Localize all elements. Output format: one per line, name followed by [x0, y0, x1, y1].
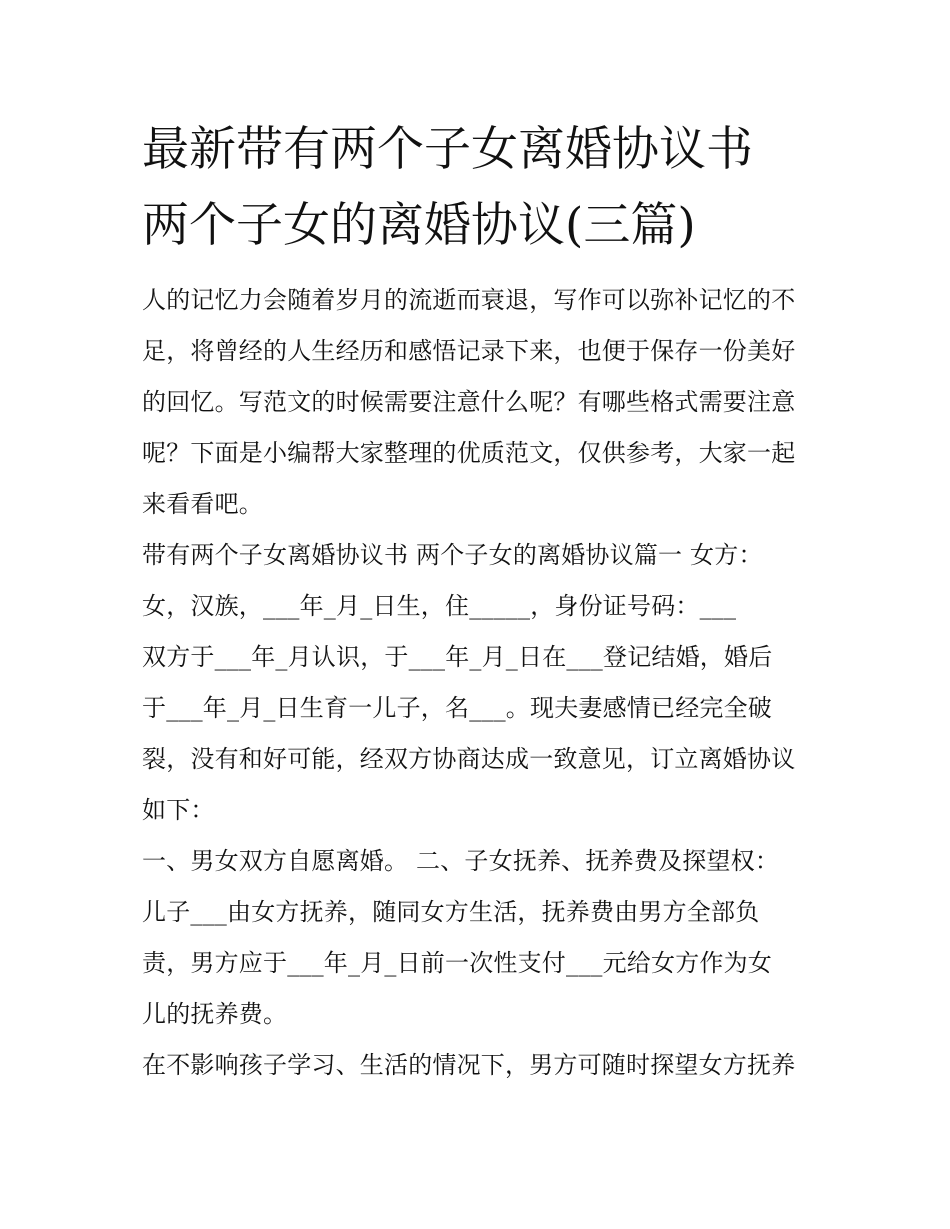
body-line: 在不影响孩子学习、生活的情况下，男方可随时探望女方抚养 — [142, 1051, 796, 1079]
body-line: 责，男方应于___年_月_日前一次性支付___元给女方作为女 — [142, 949, 772, 977]
body-line: 的回忆。写范文的时候需要注意什么呢？有哪些格式需要注意 — [142, 388, 796, 416]
body-line: 裂，没有和好可能，经双方协商达成一致意见，订立离婚协议 — [142, 745, 796, 773]
body-line: 于___年_月_日生育一儿子，名___。现夫妻感情已经完全破 — [142, 694, 772, 722]
body-line: 如下： — [142, 796, 215, 824]
body-line: 人的记忆力会随着岁月的流逝而衰退，写作可以弥补记忆的不 — [142, 286, 796, 314]
body-line: 来看看吧。 — [142, 490, 263, 518]
document-title — [142, 112, 822, 264]
body-line: 儿子___由女方抚养，随同女方生活，抚养费由男方全部负 — [142, 898, 760, 926]
body-line: 女，汉族，___年_月_日生，住_____，身份证号码：___ — [142, 592, 737, 620]
title-line-2: 两个子女的离婚协议(三篇) — [142, 198, 696, 253]
body-line: 双方于___年_月认识，于___年_月_日在___登记结婚，婚后 — [142, 643, 773, 671]
body-line: 儿的抚养费。 — [142, 1000, 288, 1028]
title-line-1: 最新带有两个子女离婚协议书 — [142, 122, 753, 177]
body-line: 呢？下面是小编帮大家整理的优质范文，仅供参考，大家一起 — [142, 439, 796, 467]
body-line: 一、男女双方自愿离婚。 二、子女抚养、抚养费及探望权： — [142, 847, 780, 875]
body-line: 带有两个子女离婚协议书 两个子女的离婚协议篇一 女方： — [142, 541, 763, 569]
body-line: 足，将曾经的人生经历和感悟记录下来，也便于保存一份美好 — [142, 337, 796, 365]
document-body — [142, 275, 822, 1091]
